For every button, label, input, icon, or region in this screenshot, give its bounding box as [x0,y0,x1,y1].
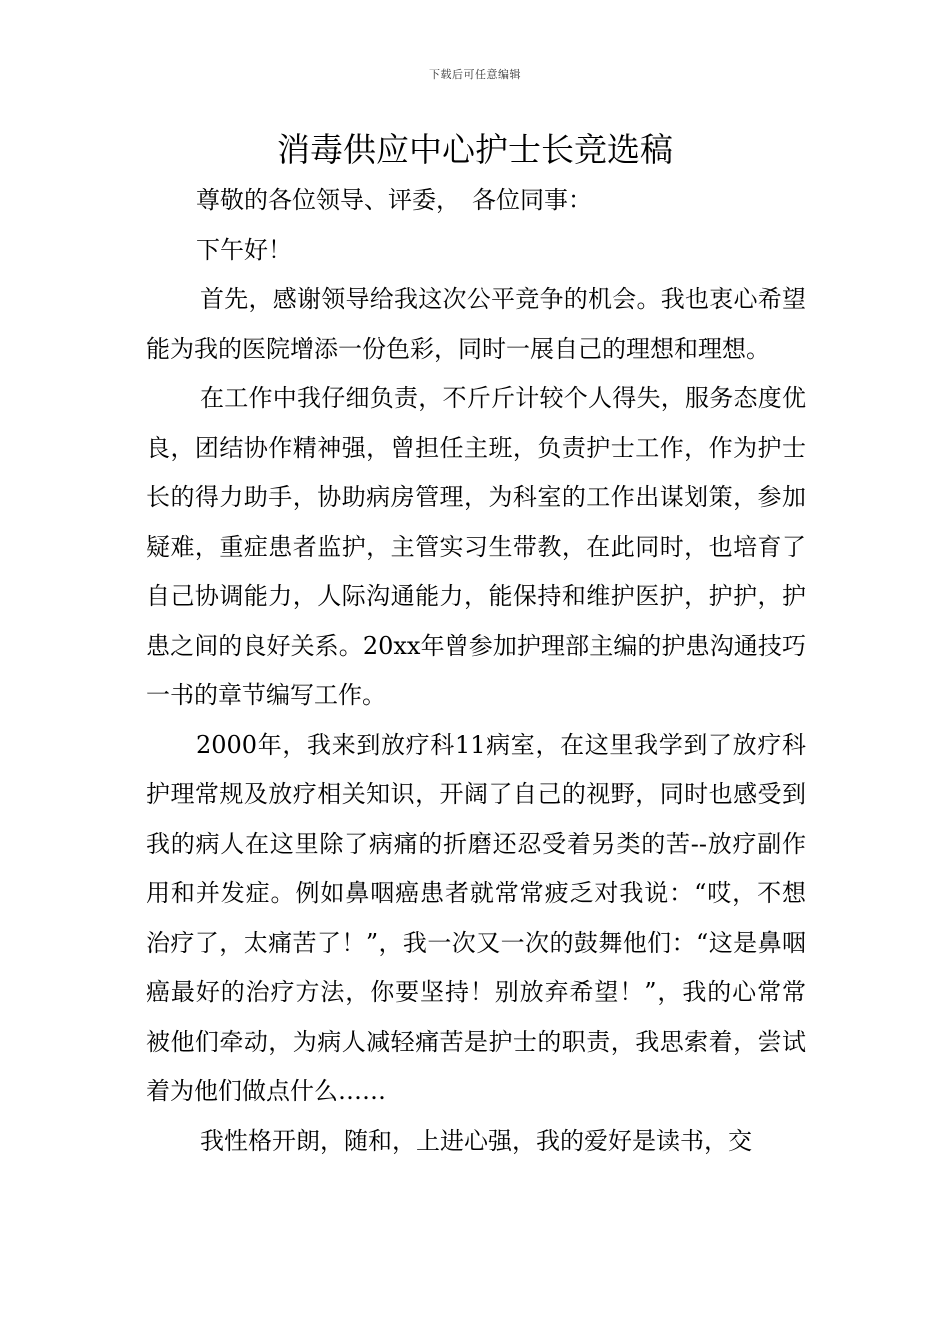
document-title: 消毒供应中心护士长竞选稿 [277,130,673,169]
document-body [146,176,806,1166]
paragraph-opening: 首先，感谢领导给我这次公平竞争的机会。我也衷心希望能为我的医院增添一份色彩，同时一展自己的理想和理想。 [146,285,806,363]
salutation: 尊敬的各位领导、评委， 各位同事： [196,186,592,214]
page-header-note: 下载后可任意编辑 [429,68,521,81]
paragraph-personality: 我性格开朗，随和，上进心强，我的爱好是读书，交 [200,1126,752,1155]
greeting: 下午好！ [196,235,292,264]
paragraph-work-attitude: 在工作中我仔细负责，不斤斤计较个人得失，服务态度优良，团结协作精神强，曾担任主班，负责护士工作，作为护士长的得力助手，协助病房管理，为科室的工作出谋划策，参加疑难，重症患者监护，主管实习生带教，在此同时，也培育了自己协调能力，人际沟通能力，能保持和维护医护，护护，护患之间的良好关系。20xx年曾参加护理部主编的护患沟通技巧一书的章节编写工作。 [146,384,806,709]
paragraph-radiotherapy: 2000年，我来到放疗科11病室，在这里我学到了放疗科护理常规及放疗相关知识，开阔了自己的视野，同时也感受到我的病人在这里除了病痛的折磨还忍受着另类的苦--放疗副作用和并发症。例如鼻咽癌患者就常常疲乏对我说：“哎，不想治疗了，太痛苦了！”，我一次又一次的鼓舞他们：“这是鼻咽癌最好的治疗方法，你要坚持！别放弃希望！”，我的心常常被他们牵动，为病人减轻痛苦是护士的职责，我思索着，尝试着为他们做点什么…… [146,730,806,1105]
